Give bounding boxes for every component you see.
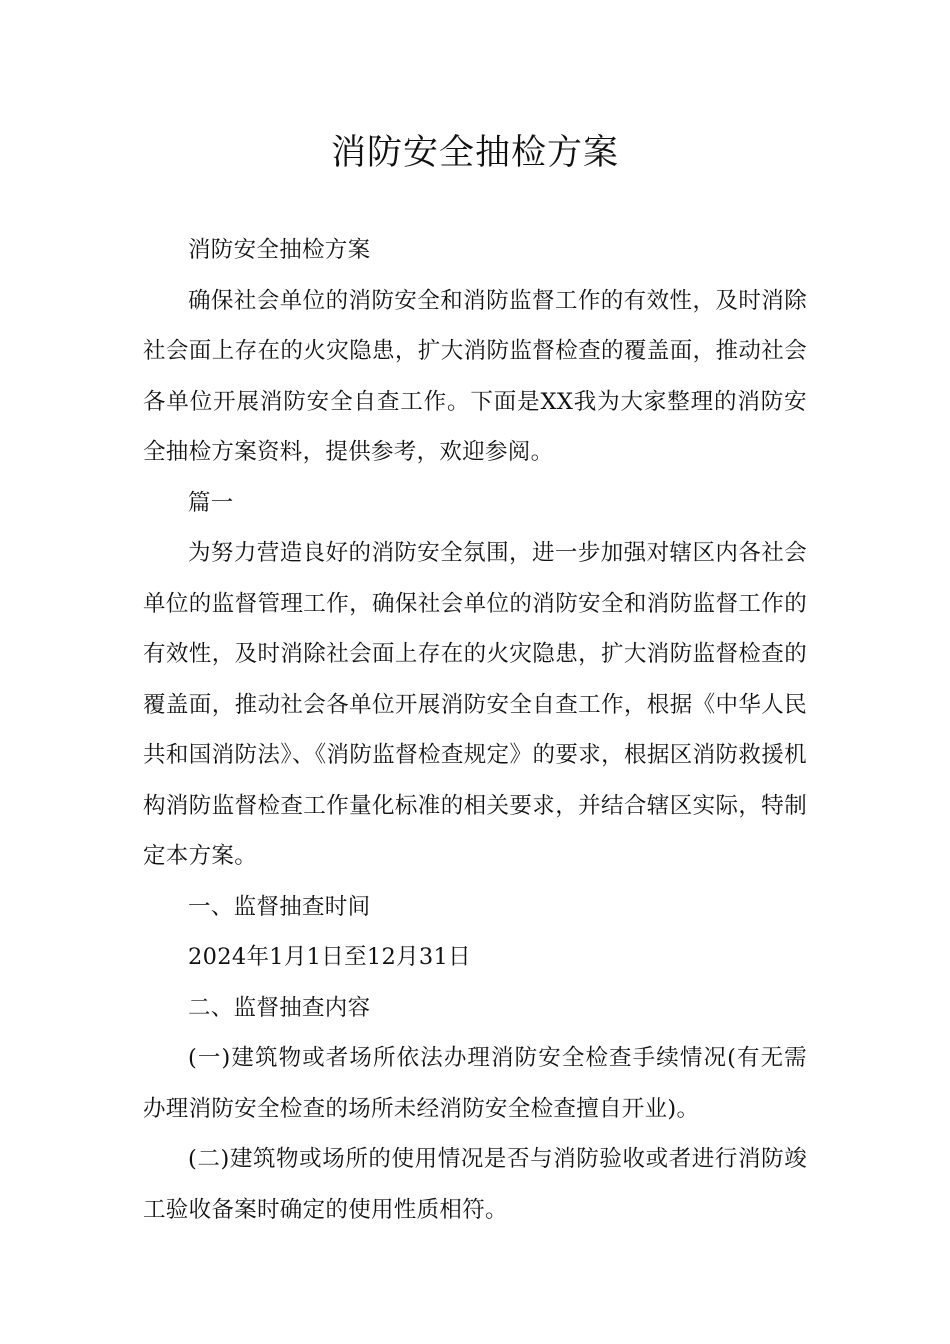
document-title: 消防安全抽检方案	[330, 133, 619, 173]
paragraph-item-1: (一)建筑物或者场所依法办理消防安全检查手续情况(有无需办理消防安全检查的场所未经消防安全检查擅自开业)。	[143, 1045, 807, 1122]
paragraph-heading-time: 一、监督抽查时间	[188, 893, 371, 920]
paragraph-date-range: 2024年1月1日至12月31日	[188, 944, 471, 970]
paragraph-item-2: (二)建筑物或场所的使用情况是否与消防验收或者进行消防竣工验收备案时确定的使用性质相符。	[143, 1146, 807, 1223]
paragraph-heading-content: 二、监督抽查内容	[188, 994, 371, 1021]
document-body	[143, 225, 807, 1235]
paragraph-intro: 确保社会单位的消防安全和消防监督工作的有效性，及时消除社会面上存在的火灾隐患，扩大消防监督检查的覆盖面，推动社会各单位开展消防安全自查工作。下面是XX我为大家整理的消防安全抽检方案资料，提供参考，欢迎参阅。	[143, 287, 807, 465]
paragraph-purpose: 为努力营造良好的消防安全氛围，进一步加强对辖区内各社会单位的监督管理工作，确保社会单位的消防安全和消防监督工作的有效性，及时消除社会面上存在的火灾隐患，扩大消防监督检查的覆盖面，推动社会各单位开展消防安全自查工作，根据《中华人民共和国消防法》、《消防监督检查规定》的要求，根据区消防救援机构消防监督检查工作量化标准的相关要求，并结合辖区实际，特制定本方案。	[143, 540, 807, 869]
paragraph-section-label: 篇一	[188, 489, 234, 516]
paragraph-heading: 消防安全抽检方案	[188, 237, 371, 263]
